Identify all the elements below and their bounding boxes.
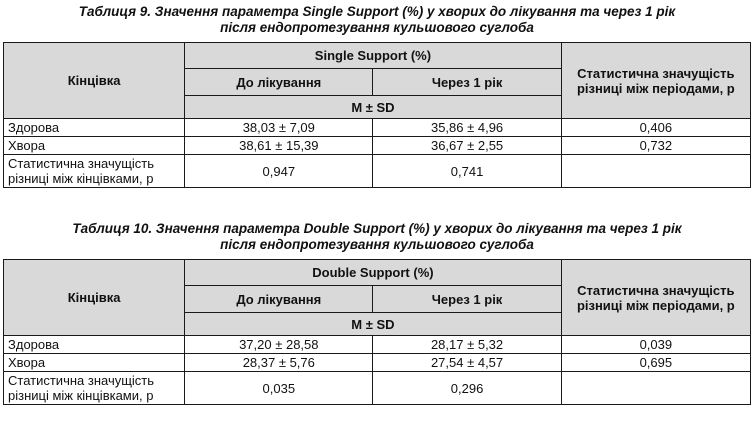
table-row bbox=[4, 155, 751, 188]
msd-header: M ± SD bbox=[185, 313, 562, 336]
caption-line-2: після ендопротезування кульшового суглоба bbox=[220, 237, 534, 252]
before-value: 0,947 bbox=[185, 155, 373, 188]
limb-header: Кінцівка bbox=[4, 260, 185, 336]
row-label: Статистична значущість різниці між кінцівками, p bbox=[4, 372, 185, 405]
row-label: Статистична значущість різниці між кінцівками, p bbox=[4, 155, 185, 188]
after-value: 0,296 bbox=[373, 372, 561, 405]
p-value bbox=[561, 155, 750, 188]
table-10-block bbox=[0, 221, 754, 405]
after-value: 0,741 bbox=[373, 155, 561, 188]
table-9 bbox=[3, 42, 751, 188]
table-row bbox=[4, 372, 751, 405]
table-row bbox=[4, 137, 751, 155]
stat-periods-header: Статистична значущість різниці між періодами, p bbox=[561, 260, 750, 336]
table-row bbox=[4, 119, 751, 137]
p-value: 0,695 bbox=[561, 354, 750, 372]
table-row bbox=[4, 354, 751, 372]
after-header: Через 1 рік bbox=[373, 285, 561, 313]
stat-periods-header: Статистична значущість різниці між періодами, p bbox=[561, 43, 750, 119]
table-row bbox=[4, 336, 751, 354]
p-value: 0,732 bbox=[561, 137, 750, 155]
after-value: 35,86 ± 4,96 bbox=[373, 119, 561, 137]
before-value: 37,20 ± 28,58 bbox=[185, 336, 373, 354]
p-value: 0,406 bbox=[561, 119, 750, 137]
before-header: До лікування bbox=[185, 285, 373, 313]
caption-line-2: після ендопротезування кульшового суглоба bbox=[220, 20, 534, 35]
row-label: Хвора bbox=[4, 137, 185, 155]
msd-header: M ± SD bbox=[185, 96, 562, 119]
table-9-block bbox=[0, 4, 754, 188]
group-header: Single Support (%) bbox=[185, 43, 562, 69]
p-value bbox=[561, 372, 750, 405]
before-value: 0,035 bbox=[185, 372, 373, 405]
row-label: Хвора bbox=[4, 354, 185, 372]
row-label: Здорова bbox=[4, 336, 185, 354]
table-9-caption bbox=[0, 4, 754, 42]
after-header: Через 1 рік bbox=[373, 68, 561, 96]
after-value: 28,17 ± 5,32 bbox=[373, 336, 561, 354]
group-header: Double Support (%) bbox=[185, 260, 562, 286]
after-value: 27,54 ± 4,57 bbox=[373, 354, 561, 372]
row-label: Здорова bbox=[4, 119, 185, 137]
limb-header: Кінцівка bbox=[4, 43, 185, 119]
before-value: 28,37 ± 5,76 bbox=[185, 354, 373, 372]
table-10-caption bbox=[0, 221, 754, 259]
p-value: 0,039 bbox=[561, 336, 750, 354]
before-value: 38,61 ± 15,39 bbox=[185, 137, 373, 155]
caption-line-1: Таблиця 10. Значення параметра Double Support (%) у хворих до лікування та через 1 рік bbox=[72, 221, 682, 236]
before-header: До лікування bbox=[185, 68, 373, 96]
after-value: 36,67 ± 2,55 bbox=[373, 137, 561, 155]
before-value: 38,03 ± 7,09 bbox=[185, 119, 373, 137]
table-10 bbox=[3, 259, 751, 405]
caption-line-1: Таблиця 9. Значення параметра Single Support (%) у хворих до лікування та через 1 рік bbox=[78, 4, 676, 19]
